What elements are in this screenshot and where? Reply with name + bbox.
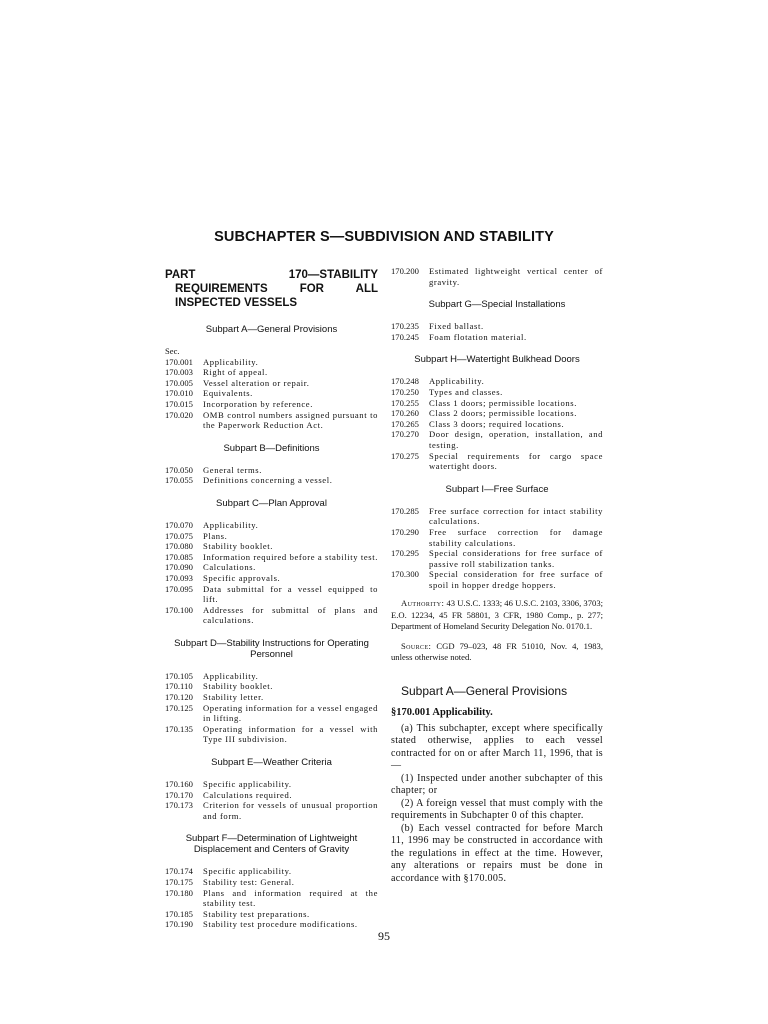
toc-entry — [165, 692, 378, 703]
toc-entry — [391, 376, 603, 387]
toc-entry-number: 170.248 — [391, 376, 419, 387]
toc-entry-number: 170.174 — [165, 866, 193, 877]
toc-entry-text: Specific applicability. — [203, 779, 292, 790]
toc-entry-text: Definitions concerning a vessel. — [203, 475, 333, 486]
subpart-heading: Subpart H—Watertight Bulkhead Doors — [414, 354, 580, 366]
toc-entry — [165, 888, 378, 909]
toc-entry-number: 170.005 — [165, 377, 193, 388]
toc-entry-number: 170.100 — [165, 604, 193, 615]
toc-entry-text: General terms. — [203, 464, 262, 475]
toc-list — [165, 465, 378, 486]
toc-entry-text: Applicability. — [429, 376, 485, 387]
toc-entry-number: 170.135 — [165, 723, 193, 734]
toc-entry-text: Criterion for vessels of unusual proportion and form. — [203, 800, 378, 821]
toc-entry-text: Stability booklet. — [203, 681, 273, 692]
toc-entry-text: Stability letter. — [203, 692, 264, 703]
toc-entry-text: Estimated lightweight vertical center of gravity. — [429, 266, 603, 287]
toc-list — [165, 671, 378, 745]
source-text: CGD 79–023, 48 FR 51010, Nov. 4, 1983, unless otherwise noted. — [391, 640, 603, 663]
toc-entry-number: 170.075 — [165, 530, 193, 541]
toc-entry-text: Types and classes. — [429, 386, 503, 397]
toc-entry-number: 170.200 — [391, 266, 419, 276]
toc-entry-text: Applicability. — [203, 670, 259, 681]
toc-entry — [165, 573, 378, 584]
subpart-heading: Subpart A—General Provisions — [205, 324, 338, 335]
toc-entry-text: Operating information for a vessel engaged in lifting. — [203, 702, 378, 724]
toc-list — [391, 266, 603, 287]
toc-entry — [391, 266, 603, 287]
toc-list — [391, 506, 603, 591]
subpart-heading: Subpart D—Stability Instructions for Operating Personnel — [174, 637, 369, 660]
toc-entry-number: 170.285 — [391, 505, 419, 516]
toc-entry-text: Class 3 doors; required locations. — [429, 418, 565, 429]
toc-entry-text: Plans. — [203, 530, 228, 541]
subpart-heading: Subpart E—Weather Criteria — [211, 757, 332, 769]
right-column — [391, 266, 603, 885]
toc-entry-text: Stability test procedure modifications. — [203, 919, 358, 930]
toc-entry-text: Door design, operation, installation, and testing. — [429, 429, 603, 450]
toc-entry — [165, 475, 378, 486]
toc-entry-number: 170.175 — [165, 877, 193, 887]
toc-entry — [165, 399, 378, 410]
toc-entry — [165, 779, 378, 790]
toc-entry-text: Applicability. — [203, 356, 259, 367]
toc-entry-text: OMB control numbers assigned pursuant to the Paperwork Reduction Act. — [203, 409, 378, 431]
toc-entry-number: 170.290 — [391, 526, 419, 537]
toc-entry-text: Data submittal for a vessel equipped to lift. — [203, 583, 378, 605]
toc-entry — [391, 419, 603, 430]
toc-entry-number: 170.120 — [165, 692, 193, 703]
toc-entry-text: Incorporation by reference. — [203, 398, 313, 409]
toc-entry-number: 170.270 — [391, 429, 419, 440]
toc-entry-text: Special requirements for cargo space watertight doors. — [429, 450, 603, 472]
toc-entry — [391, 527, 603, 548]
subpart-heading: Subpart C—Plan Approval — [216, 497, 327, 509]
toc-entry-text: Special consideration for free surface of spoil in hopper dredge hoppers. — [429, 569, 603, 590]
toc-entry — [391, 506, 603, 527]
toc-entry — [391, 451, 603, 472]
toc-entry-text: Equivalents. — [203, 388, 253, 399]
toc-entry-text: Information required before a stability test. — [203, 551, 378, 562]
toc-entry-text: Plans and information required at the stability test. — [203, 887, 378, 909]
toc-entry-number: 170.010 — [165, 388, 193, 399]
toc-entry-number: 170.300 — [391, 569, 419, 580]
source-note — [391, 641, 603, 664]
toc-entry-text: Calculations required. — [203, 789, 293, 800]
toc-entry-text: Fixed ballast. — [429, 321, 484, 332]
toc-entry — [165, 520, 378, 531]
toc-entry-number: 170.255 — [391, 397, 419, 408]
toc-entry-number: 170.050 — [165, 464, 193, 475]
toc-entry-number: 170.160 — [165, 779, 193, 790]
toc-entry-number: 170.095 — [165, 583, 193, 594]
toc-list — [391, 321, 603, 342]
toc-list — [165, 520, 378, 626]
body-subpart-heading: Subpart A—General Provisions — [401, 683, 568, 698]
page-number: 95 — [378, 929, 390, 943]
toc-entry — [165, 541, 378, 552]
toc-entry — [165, 877, 378, 888]
toc-entry-number: 170.173 — [165, 800, 193, 811]
toc-entry — [165, 724, 378, 745]
toc-entry-number: 170.185 — [165, 908, 193, 919]
toc-entry-number: 170.110 — [165, 681, 193, 692]
toc-entry — [165, 584, 378, 605]
left-column — [165, 266, 378, 930]
toc-entry-text: Foam flotation material. — [429, 331, 527, 342]
toc-entry-number: 170.125 — [165, 702, 193, 713]
toc-entry — [165, 562, 378, 573]
toc-entry — [165, 531, 378, 542]
toc-entry-number: 170.080 — [165, 541, 193, 552]
toc-entry-number: 170.295 — [391, 548, 419, 559]
toc-entry-text: Calculations. — [203, 562, 256, 573]
subpart-heading: Subpart G—Special Installations — [428, 299, 566, 311]
toc-entry-number: 170.090 — [165, 562, 193, 573]
toc-entry — [165, 367, 378, 378]
toc-entry — [391, 398, 603, 409]
toc-entry — [165, 552, 378, 563]
toc-entry-text: Vessel alteration or repair. — [203, 377, 310, 388]
toc-entry-number: 170.105 — [165, 670, 193, 681]
toc-entry-number: 170.250 — [391, 386, 419, 397]
toc-entry-number: 170.170 — [165, 789, 193, 800]
sec-label: Sec. — [165, 346, 180, 356]
toc-entry-text: Stability booklet. — [203, 541, 273, 552]
toc-entry-number: 170.275 — [391, 450, 419, 461]
toc-entry — [391, 548, 603, 569]
toc-entry-number: 170.085 — [165, 551, 193, 562]
toc-entry — [391, 321, 603, 332]
subpart-heading: Subpart B—Definitions — [223, 442, 320, 454]
toc-entry — [391, 408, 603, 419]
toc-entry-text: Class 2 doors; permissible locations. — [429, 408, 577, 419]
toc-entry — [165, 909, 378, 920]
toc-entry — [165, 605, 378, 626]
toc-entry — [165, 410, 378, 431]
toc-list — [165, 866, 378, 930]
toc-entry — [165, 378, 378, 389]
toc-entry-number: 170.265 — [391, 418, 419, 429]
toc-entry-text: Applicability. — [203, 519, 259, 530]
toc-entry — [391, 332, 603, 343]
body-paragraph: (b) Each vessel contracted for before March 11, 1996 may be constructed in accordance with the regulations in effect at the time. However, any alterations or repairs must be done in accordance with §170.005. — [391, 822, 603, 884]
toc-entry-text: Free surface correction for damage stability calculations. — [429, 526, 603, 548]
toc-entry-number: 170.260 — [391, 408, 419, 419]
toc-entry-text: Stability test preparations. — [203, 908, 310, 919]
toc-entry-number: 170.245 — [391, 331, 419, 342]
toc-entry-text: Operating information for a vessel with Type III subdivision. — [203, 723, 378, 745]
toc-entry-number: 170.180 — [165, 887, 193, 898]
toc-entry — [391, 387, 603, 398]
toc-list — [391, 376, 603, 471]
toc-entry-number: 170.003 — [165, 367, 193, 378]
toc-entry — [391, 429, 603, 450]
toc-entry-text: Special considerations for free surface of passive roll stabilization tanks. — [429, 548, 603, 569]
toc-entry — [165, 357, 378, 368]
subpart-heading: Subpart F—Determination of Lightweight Displacement and Centers of Gravity — [185, 833, 358, 856]
toc-entry — [165, 671, 378, 682]
toc-entry — [165, 703, 378, 724]
part-title: PART 170—STABILITY REQUIREMENTS FOR ALL INSPECTED VESSELS — [165, 269, 378, 309]
toc-entry-number: 170.070 — [165, 519, 193, 530]
section-heading: §170.001 Applicability. — [391, 706, 493, 718]
toc-entry-text: Stability test: General. — [203, 877, 295, 887]
toc-entry-text: Class 1 doors; permissible locations. — [429, 397, 577, 408]
toc-entry-number: 170.020 — [165, 409, 193, 420]
toc-entry — [165, 388, 378, 399]
toc-entry-number: 170.015 — [165, 398, 193, 409]
subpart-heading: Subpart I—Free Surface — [445, 483, 549, 495]
toc-entry — [165, 465, 378, 476]
toc-entry-number: 170.001 — [165, 356, 193, 367]
body-paragraph: (1) Inspected under another subchapter of this chapter; or — [391, 772, 603, 796]
authority-note — [391, 598, 603, 632]
authority-label: Authority: — [401, 598, 445, 609]
toc-entry-text: Right of appeal. — [203, 367, 268, 378]
toc-entry — [165, 800, 378, 821]
toc-entry-number: 170.235 — [391, 321, 419, 332]
authority-text: 43 U.S.C. 1333; 46 U.S.C. 2103, 3306, 3703; E.O. 12234, 45 FR 58801, 3 CFR, 1980 Comp., p. 277; Department of Homeland Security Delegation No. 0170.1. — [391, 598, 604, 632]
toc-entry-number: 170.093 — [165, 572, 193, 583]
toc-entry — [165, 790, 378, 801]
toc-entry-text: Free surface correction for intact stability calculations. — [429, 505, 603, 527]
subchapter-title: SUBCHAPTER S—SUBDIVISION AND STABILITY — [214, 229, 554, 245]
toc-entry — [165, 681, 378, 692]
toc-entry-text: Addresses for submittal of plans and calculations. — [203, 604, 378, 626]
toc-entry-text: Specific applicability. — [203, 866, 292, 877]
toc-entry-text: Specific approvals. — [203, 572, 281, 583]
toc-entry-number: 170.055 — [165, 475, 193, 486]
toc-entry-number: 170.190 — [165, 919, 193, 930]
body-paragraph: (a) This subchapter, except where specifically stated otherwise, applies to each vessel contracted for on or after March 11, 1996, that is— — [391, 722, 603, 771]
toc-list — [165, 779, 378, 821]
toc-entry — [391, 569, 603, 590]
source-label: Source: — [401, 640, 432, 651]
toc-entry — [165, 866, 378, 877]
toc-list — [165, 357, 378, 431]
body-paragraph: (2) A foreign vessel that must comply with the requirements in Subchapter 0 of this chapter. — [391, 797, 603, 821]
